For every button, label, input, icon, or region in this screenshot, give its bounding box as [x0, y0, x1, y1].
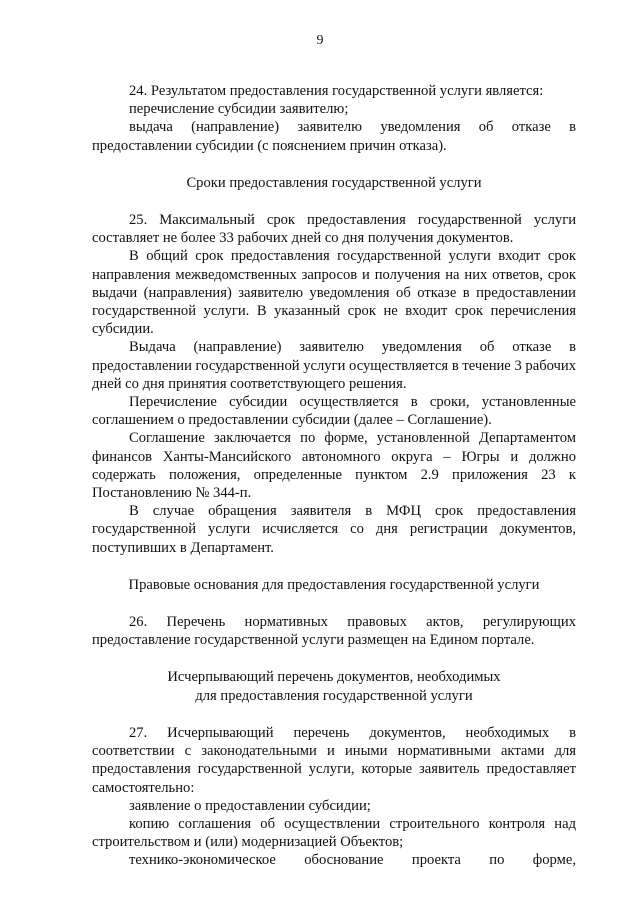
section-heading: Исчерпывающий перечень документов, необходимых: [167, 669, 501, 686]
spacer: [92, 155, 576, 174]
paragraph: В общий срок предоставления государственной услуги входит срок направления межведомственных запросов и получения на них ответов, срок выдачи (направления) заявителю уведомления об отказе в предоставлении государственной услуги. В указанный срок не входит срок перечисления субсидии.: [92, 248, 576, 338]
section-heading: Правовые основания для предоставления государственной услуги: [128, 576, 540, 593]
paragraph: 24. Результатом предоставления государственной услуги является:: [129, 83, 544, 99]
paragraph: Выдача (направление) заявителю уведомления об отказе в предоставлении государственной услуги осуществляется в течение 3 рабочих дней со дня принятия соответствующего решения.: [92, 339, 576, 392]
section-heading: Сроки предоставления государственной услуги: [186, 174, 482, 191]
paragraph: Перечисление субсидии осуществляется в сроки, установленные соглашением о предоставлении субсидии (далее – Соглашение).: [92, 394, 576, 429]
paragraph: выдача (направление) заявителю уведомления об отказе в предоставлении субсидии (с пояснением причин отказа).: [92, 119, 576, 154]
paragraph: Соглашение заключается по форме, установленной Департаментом финансов Ханты-Мансийского автономного округа – Югры и должно содержать положения, определенные пунктом 2.9 приложения 23 к Постановлению № 344-п.: [92, 430, 576, 502]
spacer: [92, 192, 576, 211]
document-body: [92, 82, 576, 870]
section-heading: для предоставления государственной услуги: [195, 687, 473, 704]
spacer: [92, 705, 576, 724]
paragraph: заявление о предоставлении субсидии;: [129, 797, 371, 814]
paragraph: копию соглашения об осуществлении строительного контроля над строительством и (или) модернизацией Объектов;: [92, 815, 576, 851]
page-number: 9: [316, 33, 324, 48]
paragraph: 26. Перечень нормативных правовых актов, регулирующих предоставление государственной услуги размещен на Едином портале.: [92, 614, 576, 649]
spacer: [92, 649, 576, 668]
paragraph: 25. Максимальный срок предоставления государственной услуги составляет не более 33 рабочих дней со дня получения документов.: [92, 212, 576, 247]
paragraph: В случае обращения заявителя в МФЦ срок предоставления государственной услуги исчисляется со дня регистрации документов, поступивших в Департамент.: [92, 503, 576, 556]
spacer: [92, 557, 576, 576]
spacer: [92, 594, 576, 613]
paragraph: 27. Исчерпывающий перечень документов, необходимых в соответствии с законодательными и иными нормативными актами для предоставления государственной услуги, которые заявитель предоставляет самостоятельно:: [92, 724, 576, 796]
paragraph: технико-экономическое обоснование проекта по форме,: [129, 852, 576, 869]
paragraph: перечисление субсидии заявителю;: [129, 101, 349, 118]
